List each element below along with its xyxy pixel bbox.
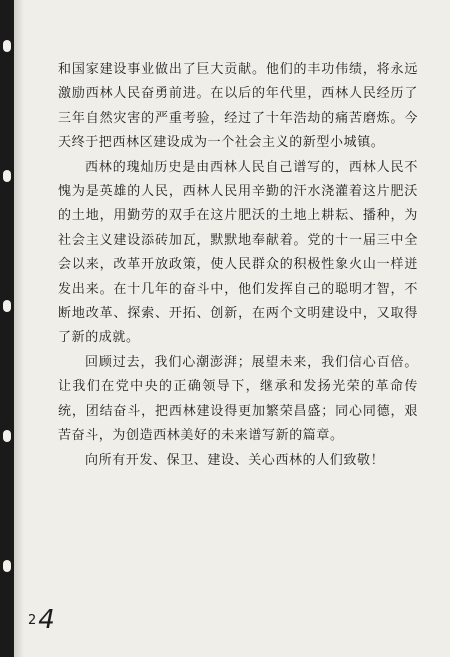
binding-strip	[0, 0, 14, 657]
page-number	[28, 605, 55, 635]
paragraph-tribute: 向所有开发、保卫、建设、关心西林的人们致敬！	[85, 452, 385, 468]
page-number-handwritten: 4	[38, 605, 55, 635]
paragraph-history: 西林的瑰灿历史是由西林人民自己谱写的，西林人民不愧为是英雄的人民，西林人民用辛勤的汗水浇灌着这片肥沃的土地，用勤劳的双手在这片肥沃的土地上耕耘、播种，为社会主义建设添砖加瓦，默默地奉献着。党的十一届三中全会以来，改革开放政策，使人民群众的积极性象火山一样迸发出来。在十几年的奋斗中，他们发挥自己的聪明才智，不断地改革、探索、开拓、创新，在两个文明建设中，又取得了新的成就。	[58, 159, 418, 346]
body-text	[58, 58, 418, 473]
page-number-printed: 2	[28, 613, 37, 628]
binding-shadow	[14, 0, 24, 657]
punch-hole	[3, 560, 11, 572]
punch-hole	[3, 430, 11, 442]
paragraph-future: 回顾过去，我们心潮澎湃；展望未来，我们信心百倍。让我们在党中央的正确领导下，继承和发扬光荣的革命传统，团结奋斗，把西林建设得更加繁荣昌盛；同心同德，艰苦奋斗，为创造西林美好的未来谱写新的篇章。	[58, 354, 418, 444]
paragraph-continuation: 和国家建设事业做出了巨大贡献。他们的丰功伟绩，将永远激励西林人民奋勇前进。在以后的年代里，西林人民经历了三年自然灾害的严重考验，经过了十年浩劫的痛苦磨炼。今天终于把西林区建设成为一个社会主义的新型小城镇。	[58, 62, 418, 151]
punch-hole	[3, 40, 11, 52]
punch-hole	[3, 170, 11, 182]
punch-hole	[3, 300, 11, 312]
